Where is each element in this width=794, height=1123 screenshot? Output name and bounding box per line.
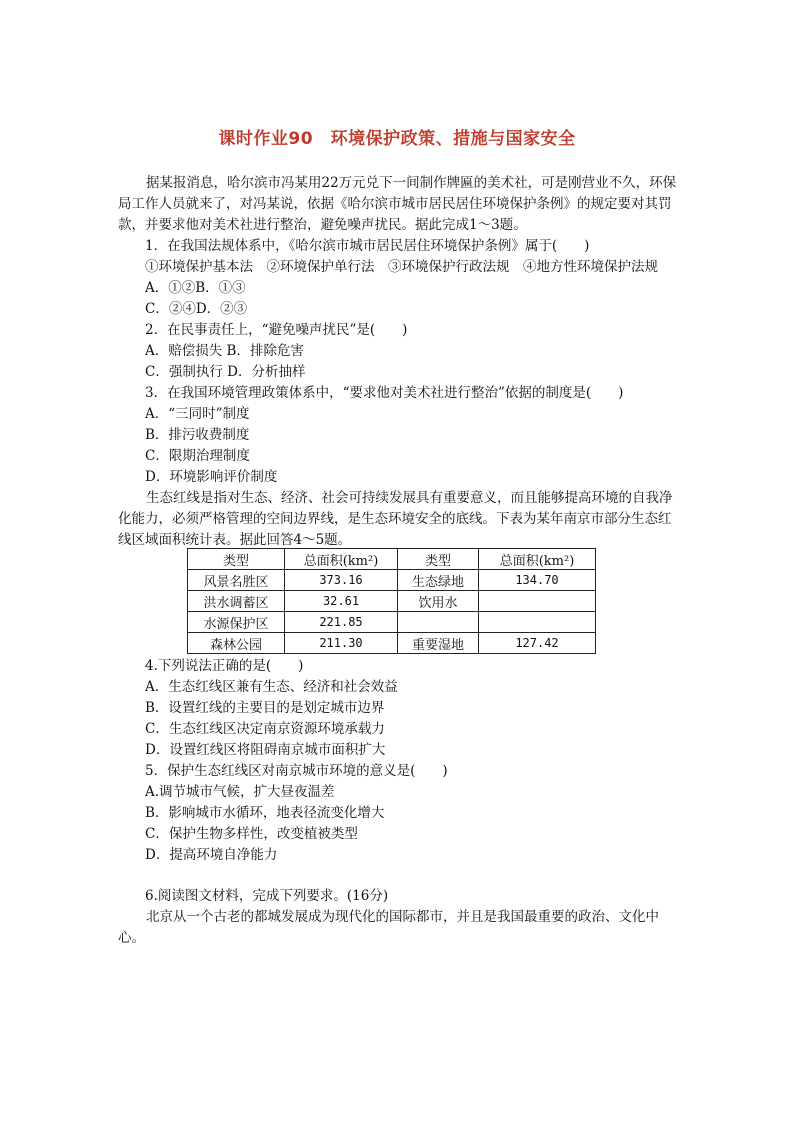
table-cell: 373.16 — [285, 570, 398, 591]
table-cell: 风景名胜区 — [188, 570, 285, 591]
question-5-stem: 5．保护生态红线区对南京城市环境的意义是( ) — [145, 763, 448, 779]
table-cell: 饮用水 — [398, 591, 479, 612]
question-3-option-c: C．限期治理制度 — [145, 448, 250, 464]
table-row — [188, 612, 596, 633]
table-cell — [398, 612, 479, 633]
table-cell: 洪水调蓄区 — [188, 591, 285, 612]
table-cell: 127.42 — [479, 633, 596, 654]
table-header-row — [188, 549, 596, 570]
table-header-cell: 类型 — [398, 549, 479, 570]
question-3-option-b: B．排污收费制度 — [145, 427, 250, 443]
question-3-option-a: A．“三同时”制度 — [145, 406, 250, 422]
question-1-stem: 1．在我国法规体系中，《哈尔滨市城市居民居住环境保护条例》属于( ) — [145, 238, 590, 254]
table-header-cell: 总面积(km²) — [285, 549, 398, 570]
table-cell — [479, 612, 596, 633]
question-4-stem: 4.下列说法正确的是( ) — [145, 658, 304, 674]
table-cell: 生态绿地 — [398, 570, 479, 591]
question-1-items: ①环境保护基本法 ②环境保护单行法 ③环境保护行政法规 ④地方性环境保护法规 — [145, 259, 658, 275]
question-5-option-c: C．保护生物多样性，改变植被类型 — [145, 826, 358, 842]
table-cell — [479, 591, 596, 612]
question-1-options-cd: C．②④D．②③ — [145, 301, 248, 317]
question-5-option-a: A.调节城市气候，扩大昼夜温差 — [145, 784, 335, 800]
table-cell: 水源保护区 — [188, 612, 285, 633]
intro-paragraph-1: 据某报消息，哈尔滨市冯某用22万元兑下一间制作牌匾的美术社，可是刚营业不久，环保局工作人员就来了，对冯某说，依据《哈尔滨市城市居民居住环境保护条例》的规定要对其罚款，并要求他对美术社进行整治，避免噪声扰民。据此完成1～3题。 — [118, 175, 677, 233]
table-cell: 134.70 — [479, 570, 596, 591]
intro-paragraph-2: 生态红线是指对生态、经济、社会可持续发展具有重要意义，而且能够提高环境的自我净化能力，必须严格管理的空间边界线，是生态环境安全的底线。下表为某年南京市部分生态红线区域面积统计表。据此回答4～5题。 — [118, 490, 673, 548]
table-row — [188, 591, 596, 612]
area-statistics-table — [187, 548, 596, 654]
question-6-text: 北京从一个古老的都城发展成为现代化的国际都市，并且是我国最重要的政治、文化中心。 — [118, 909, 659, 946]
question-1-options-ab: A．①②B．①③ — [145, 280, 246, 296]
table-cell: 211.30 — [285, 633, 398, 654]
question-4-option-b: B．设置红线的主要目的是划定城市边界 — [145, 700, 385, 716]
question-4-option-c: C．生态红线区决定南京资源环境承载力 — [145, 721, 385, 737]
question-5-option-d: D．提高环境自净能力 — [145, 847, 278, 863]
question-2-options-cd: C．强制执行 D．分析抽样 — [145, 364, 306, 380]
question-4-option-d: D．设置红线区将阻碍南京城市面积扩大 — [145, 742, 386, 758]
table-header-cell: 总面积(km²) — [479, 549, 596, 570]
table-cell: 32.61 — [285, 591, 398, 612]
table-row — [188, 633, 596, 654]
table-cell: 重要湿地 — [398, 633, 479, 654]
table-cell: 221.85 — [285, 612, 398, 633]
table-cell: 森林公园 — [188, 633, 285, 654]
question-2-stem: 2．在民事责任上，“避免噪声扰民”是( ) — [145, 322, 408, 338]
table-row — [188, 570, 596, 591]
table-header-cell: 类型 — [188, 549, 285, 570]
question-4-option-a: A．生态红线区兼有生态、经济和社会效益 — [145, 679, 398, 695]
question-3-option-d: D．环境影响评价制度 — [145, 469, 278, 485]
question-5-option-b: B．影响城市水循环，地表径流变化增大 — [145, 805, 385, 821]
page-title: 课时作业90 环境保护政策、措施与国家安全 — [218, 129, 576, 149]
question-3-stem: 3．在我国环境管理政策体系中，“要求他对美术社进行整治”依据的制度是( ) — [145, 385, 624, 401]
question-6-stem: 6.阅读图文材料，完成下列要求。(16分) — [145, 888, 389, 904]
question-2-options-ab: A．赔偿损失 B．排除危害 — [145, 343, 304, 359]
